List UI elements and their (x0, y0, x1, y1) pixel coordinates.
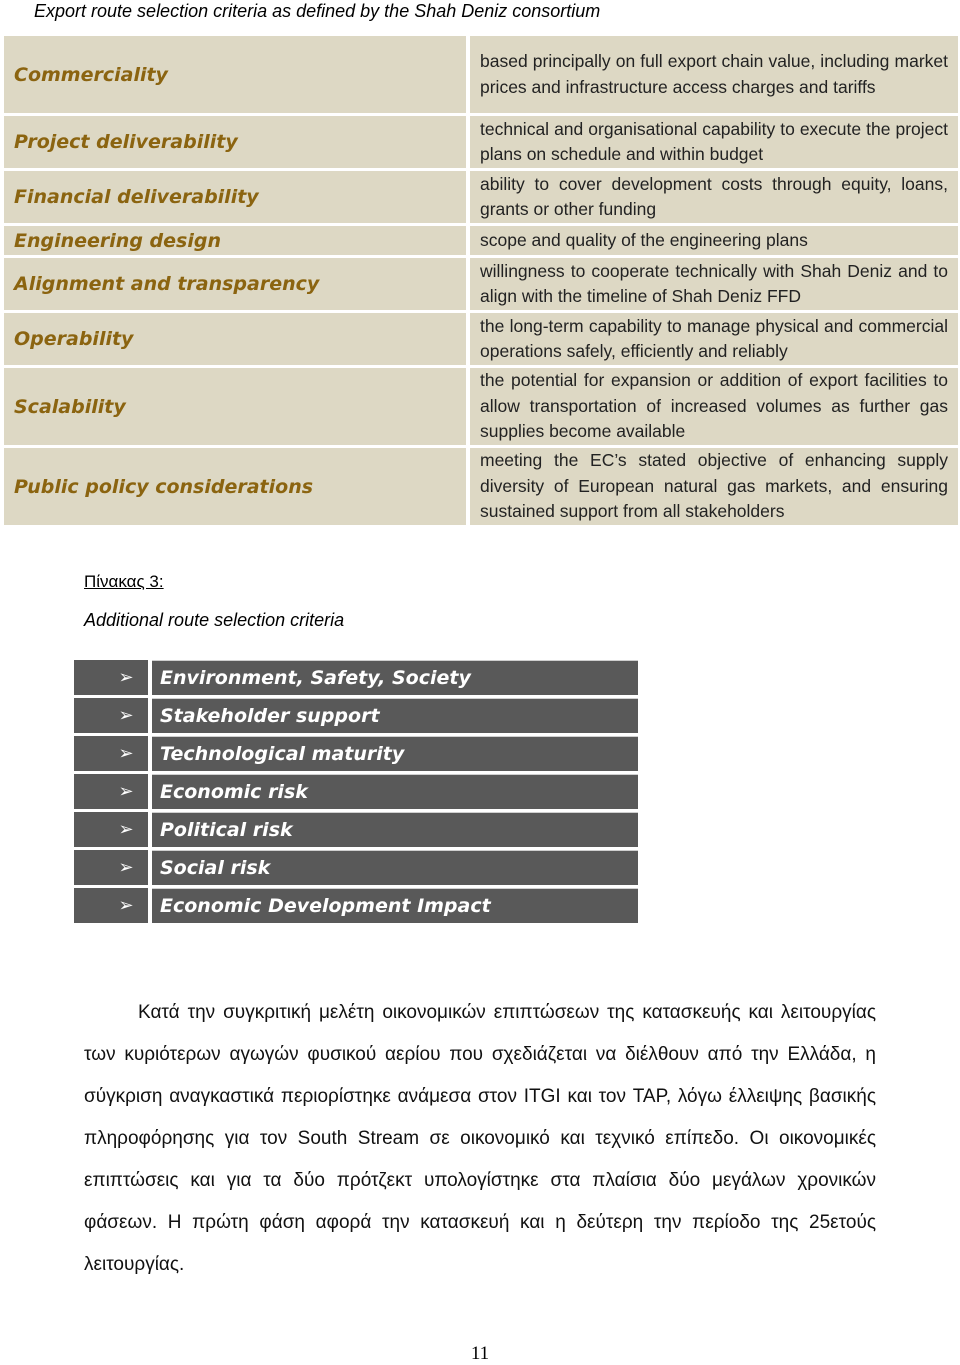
body-paragraph: Κατά την συγκριτική μελέτη οικονομικών επιπτώσεων της κατασκευής και λειτουργίας των κυριότερων αγωγών φυσικού αερίου που σχεδιάζεται να διέλθουν από την Ελλάδα, η σύγκριση αναγκαστικά περιορίστηκε ανάμεσα στον ITGI και τον TAP, λόγω έλλειψης βασικής πληροφόρησης για τον South Stream σε οικονομικό και τεχνικό επίπεδο. Οι οικονομικές επιπτώσεις και για τα δύο πρότζεκτ υπολογίστηκε στα πλαίσια δύο μεγάλων χρονικών φάσεων. Η πρώτη φάση αφορά την κατασκευή και η δεύτερη την περίοδο της 25ετούς λειτουργίας. (84, 1002, 876, 1275)
criterion-name: Commerciality (4, 36, 466, 113)
list-item (74, 660, 638, 695)
list-item-label: Economic risk (152, 774, 638, 809)
criterion-name: Public policy considerations (4, 448, 466, 525)
list-item (74, 812, 638, 847)
list-item-label: Political risk (152, 812, 638, 847)
criterion-description: technical and organisational capability to execute the project plans on schedule and within budget (470, 116, 958, 168)
table-subtitle: Additional route selection criteria (84, 610, 345, 630)
list-item-label: Stakeholder support (152, 698, 638, 733)
list-item (74, 774, 638, 809)
list-item-label: Technological maturity (152, 736, 638, 771)
list-item-label: Environment, Safety, Society (152, 660, 638, 695)
criterion-description: willingness to cooperate technically with Shah Deniz and to align with the timeline of Shah Deniz FFD (470, 258, 958, 310)
arrow-bullet-icon: ➢ (74, 888, 148, 923)
page-number: 11 (470, 1343, 490, 1364)
criterion-name: Project deliverability (4, 116, 466, 168)
table-row (4, 171, 958, 223)
criterion-description: based principally on full export chain value, including market prices and infrastructure access charges and tariffs (470, 36, 958, 113)
arrow-bullet-icon: ➢ (74, 850, 148, 885)
additional-criteria-list (74, 660, 638, 926)
list-item (74, 698, 638, 733)
list-item (74, 736, 638, 771)
arrow-bullet-icon: ➢ (74, 736, 148, 771)
criterion-name: Financial deliverability (4, 171, 466, 223)
arrow-bullet-icon: ➢ (74, 660, 148, 695)
criterion-name: Alignment and transparency (4, 258, 466, 310)
table-row (4, 368, 958, 445)
criterion-description: scope and quality of the engineering plans (470, 226, 958, 255)
table-row (4, 313, 958, 365)
list-item-label: Economic Development Impact (152, 888, 638, 923)
criterion-name: Scalability (4, 368, 466, 445)
list-item (74, 888, 638, 923)
arrow-bullet-icon: ➢ (74, 698, 148, 733)
table-number-title: Πίνακας 3: (84, 572, 164, 591)
criterion-description: ability to cover development costs through equity, loans, grants or other funding (470, 171, 958, 223)
arrow-bullet-icon: ➢ (74, 812, 148, 847)
table-row (4, 448, 958, 525)
table-row (4, 226, 958, 255)
criterion-description: the potential for expansion or addition of export facilities to allow transportation of increased volumes as further gas supplies become available (470, 368, 958, 445)
list-item (74, 850, 638, 885)
criterion-name: Operability (4, 313, 466, 365)
criterion-name: Engineering design (4, 226, 466, 255)
criteria-table (4, 36, 958, 528)
table-row (4, 36, 958, 113)
criterion-description: the long-term capability to manage physical and commercial operations safely, efficiently and reliably (470, 313, 958, 365)
table-row (4, 116, 958, 168)
table-caption: Export route selection criteria as defined by the Shah Deniz consortium (34, 1, 601, 21)
list-item-label: Social risk (152, 850, 638, 885)
arrow-bullet-icon: ➢ (74, 774, 148, 809)
criterion-description: meeting the EC’s stated objective of enhancing supply diversity of European natural gas markets, and ensuring sustained support from all stakeholders (470, 448, 958, 525)
table-row (4, 258, 958, 310)
